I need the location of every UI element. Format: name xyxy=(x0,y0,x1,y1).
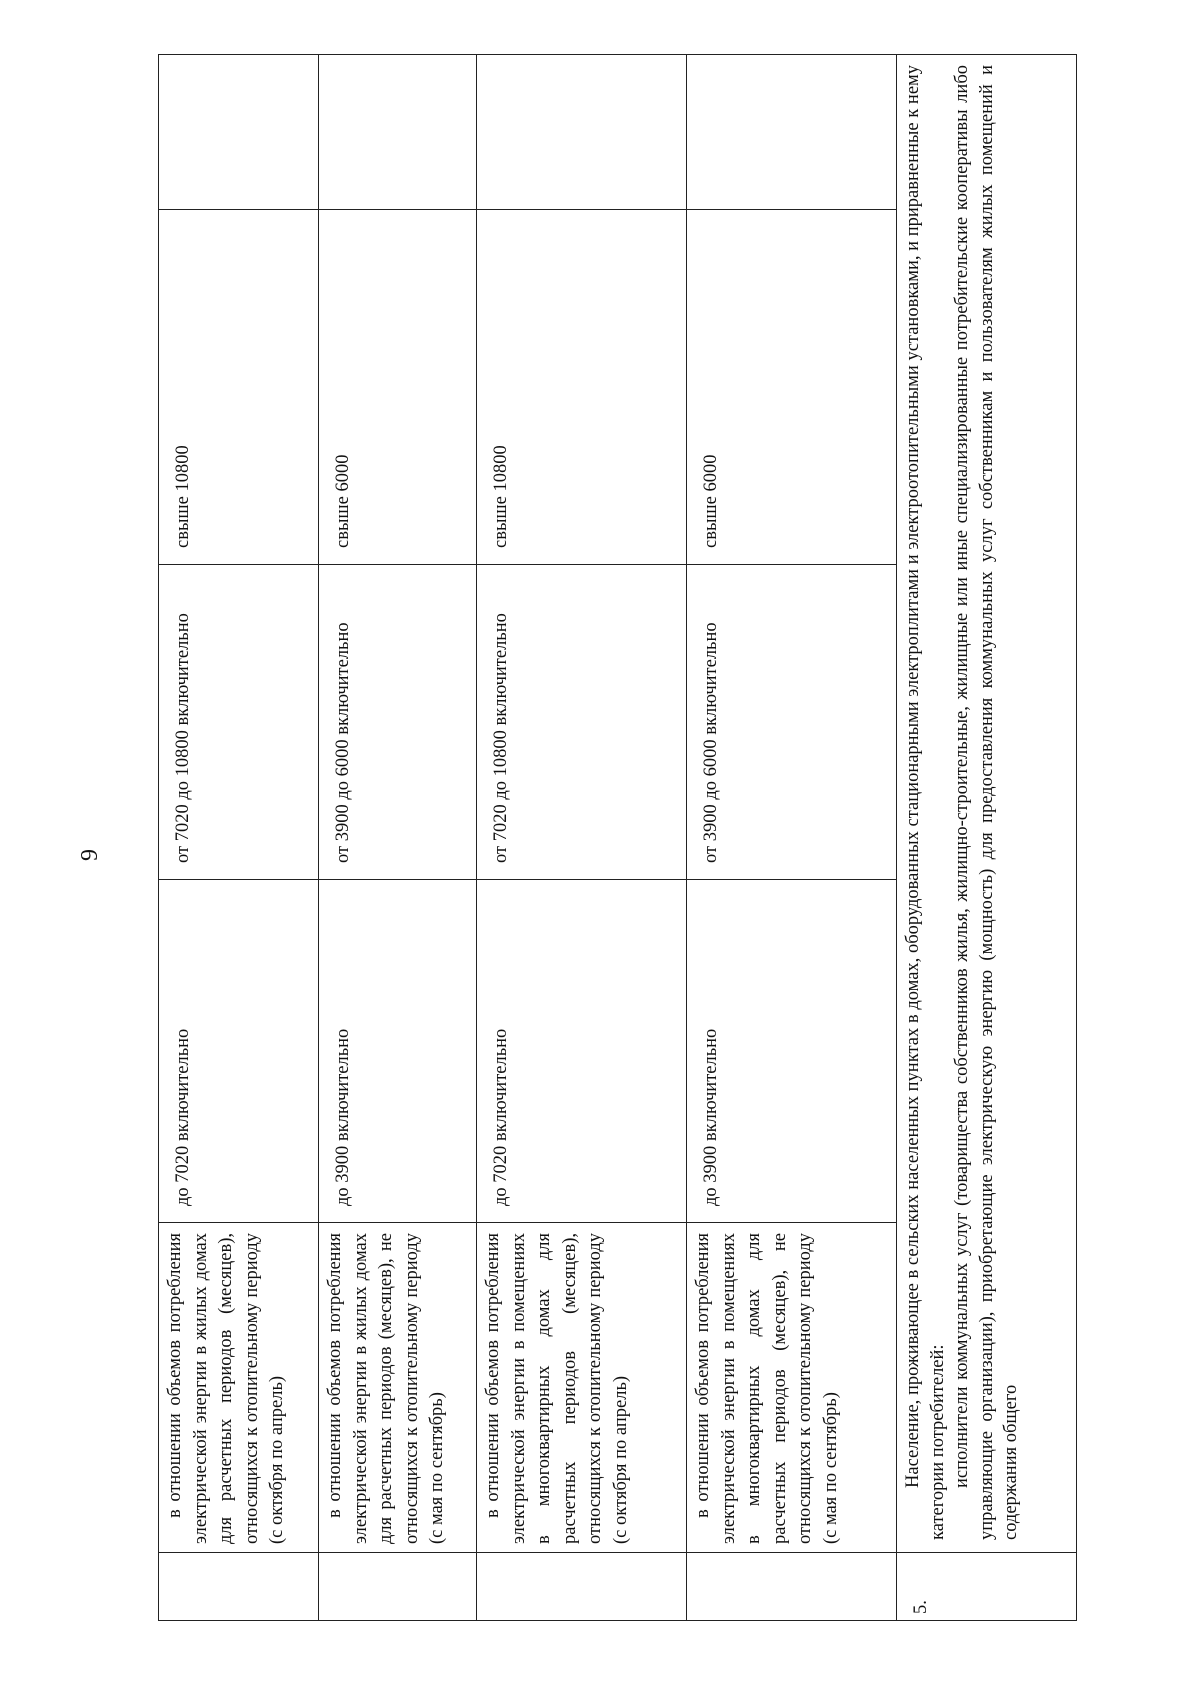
table-row xyxy=(159,55,319,1621)
consumption-description: в отношении объемов потребления электрической энергии в помещениях в многоквартирных домах для расчетных периодов (месяцев), не относящихся к отопительному периоду (с мая по сентябрь) xyxy=(687,1223,897,1553)
section-5-paragraph-1: Население, проживающее в сельских населенных пунктах в домах, оборудованных стационарными электроплитами и электроотопительными установками, и приравненные к нему категории потребителей: xyxy=(903,65,948,1540)
rotated-table-container xyxy=(158,55,1076,1621)
row-number-cell xyxy=(159,1553,319,1621)
tariff-table xyxy=(158,54,1077,1621)
range-low-cell: до 3900 включительно xyxy=(687,880,897,1223)
range-low-cell: до 7020 включительно xyxy=(159,880,319,1223)
consumption-description: в отношении объемов потребления электрической энергии в жилых домах для расчетных периодов (месяцев), не относящихся к отопительному периоду (с мая по сентябрь) xyxy=(319,1223,477,1553)
table-row xyxy=(897,55,1077,1621)
range-low-cell: до 7020 включительно xyxy=(477,880,687,1223)
row-number-cell xyxy=(319,1553,477,1621)
empty-cell xyxy=(159,55,319,210)
range-high-cell: свыше 10800 xyxy=(159,210,319,565)
row-number-cell xyxy=(477,1553,687,1621)
range-high-cell: свыше 10800 xyxy=(477,210,687,565)
consumption-description: в отношении объемов потребления электрической энергии в помещениях в многоквартирных домах для расчетных периодов (месяцев), относящихся к отопительному периоду (с октября по апрель) xyxy=(477,1223,687,1553)
table-row xyxy=(477,55,687,1621)
row-number-cell: 5. xyxy=(897,1553,1077,1621)
rotated-table-wrapper xyxy=(158,55,1076,1621)
empty-cell xyxy=(319,55,477,210)
range-mid-cell: от 7020 до 10800 включительно xyxy=(159,565,319,880)
range-high-cell: свыше 6000 xyxy=(687,210,897,565)
range-mid-cell: от 3900 до 6000 включительно xyxy=(319,565,477,880)
range-mid-cell: от 3900 до 6000 включительно xyxy=(687,565,897,880)
section-5-paragraph-2: исполнители коммунальных услуг (товарищества собственников жилья, жилищно-строительные, жилищные или иные специализированные потребительские кооперативы либо управляющие организации), приобретающие электрическую энергию (мощность) для предоставления коммунальных услуг собственникам и пользователям жилых помещений и содержания общего xyxy=(952,65,1021,1540)
row-number-cell xyxy=(687,1553,897,1621)
table-row xyxy=(319,55,477,1621)
empty-cell xyxy=(687,55,897,210)
range-high-cell: свыше 6000 xyxy=(319,210,477,565)
empty-cell xyxy=(477,55,687,210)
range-low-cell: до 3900 включительно xyxy=(319,880,477,1223)
consumption-description: в отношении объемов потребления электрической энергии в жилых домах для расчетных периодов (месяцев), относящихся к отопительному периоду (с октября по апрель) xyxy=(159,1223,319,1553)
page-number: 9 xyxy=(77,849,103,861)
section-5-text xyxy=(897,55,1077,1553)
table-row xyxy=(687,55,897,1621)
range-mid-cell: от 7020 до 10800 включительно xyxy=(477,565,687,880)
